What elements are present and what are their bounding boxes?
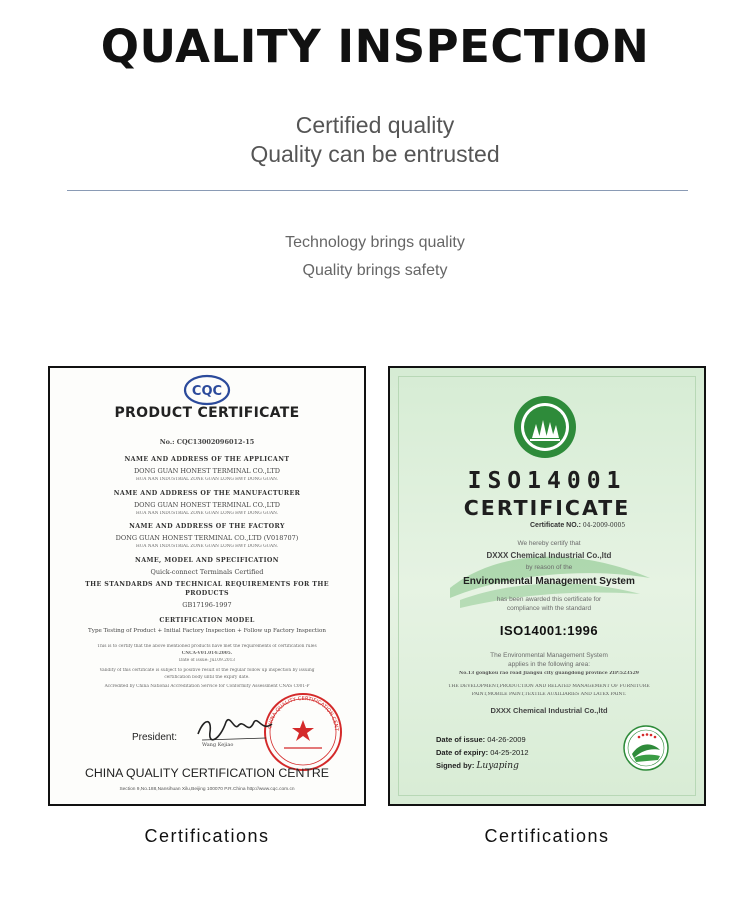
fine-print-2: CNCA-V01.014:2005. [181,651,233,656]
standards-value: GB17196-1997 [182,601,232,609]
certify-line: We hereby certify that [517,540,581,547]
scope-line-1: THE DEVELOPMENT,PRODUCTION AND RELATED MANAGEMENT OF FURNITURE [448,684,650,689]
manufacturer-name: DONG GUAN HONEST TERMINAL CO.,LTD [133,501,281,509]
certification-mark-icon [622,724,670,772]
environmental-emblem-icon [512,394,578,460]
organization-name-2: DXXX Chemical Industrial Co.,ltd [490,706,608,715]
signed-by [436,761,519,771]
section-divider [67,190,688,191]
fine-print-3: Date of issue: Jul.09.2013 [178,658,236,663]
fine-print-1: This is to certify that the above mentioned products have met the requirements of certification rules [97,644,317,649]
centre-address: Section 9,No.188,Nansihuan Xilu,Beijing 100070 P.R.China http://www.cqc.com.cn [119,787,295,792]
issuing-centre: CHINA QUALITY CERTIFICATION CENTRE [85,766,329,780]
president-label: President: [132,732,178,743]
cert-no-value: 04-2009-0005 [582,522,626,529]
caption-right: Certifications [484,826,610,846]
fine-print-5: certification body until the expiry date. [164,675,250,680]
president-name: Wang Kejiao [202,742,234,748]
address-line: No.13 gongkou rao road Jiangsu city guangdong province ZIP:523529 [459,671,639,676]
certificate-title: PRODUCT CERTIFICATE [114,405,300,421]
issue-label: Date of issue: [436,735,486,744]
manufacturer-address: HUA NAN INDUSTRIAL ZONE GUAN LONG HWY DONG GUAN. [136,511,278,516]
expiry-value: 04-25-2012 [490,748,529,757]
signed-label: Signed by: [436,761,475,770]
iso-title: ISO14001 [467,468,627,494]
subtitle-line-1: Certified quality [295,112,455,138]
signed-value: Luyaping [476,761,519,771]
factory-heading: NAME AND ADDRESS OF THE FACTORY [129,523,285,530]
factory-name: DONG GUAN HONEST TERMINAL CO.,LTD (V018707) [115,534,299,542]
fine-print-4: Validity of this certificate is subject to positive result of the regular follow up inspection by issuing [99,668,315,673]
iso-certificate-image [388,366,706,806]
svg-text:CQC: CQC [191,384,223,399]
applies-line-2: applies in the following area: [507,661,591,668]
by-reason-line: by reason of the [525,564,573,571]
standards-heading-1: THE STANDARDS AND TECHNICAL REQUIREMENTS FOR THE [85,581,329,588]
applies-line-1: The Environmental Management System [490,652,608,659]
manufacturer-heading: NAME AND ADDRESS OF THE MANUFACTURER [113,490,301,497]
awarded-line-1: has been awarded this certificate for [496,596,602,603]
factory-address: HUA NAN INDUSTRIAL ZONE GUAN LONG HWY DONG GUAN. [136,544,278,549]
organization-name: DXXX Chemical Industrial Co.,ltd [486,551,612,560]
caption-left: Certifications [144,826,270,846]
certificate-number: No.: CQC13002096012-15 [159,438,255,446]
applicant-address: HUA NAN INDUSTRIAL ZONE GUAN LONG HWY DONG GUAN. [136,477,278,482]
cert-model-heading: CERTIFICATION MODEL [159,617,255,624]
scope-line-2: PAINT,MOBILE PAINT,TEXTILE AUXILIARIES AND LATEX PAINT. [471,692,627,697]
subtitle-line-2: Quality can be entrusted [250,141,500,167]
cert-model-value: Type Testing of Product + Initial Factory Inspection + Follow up Factory Inspection [88,628,326,634]
standards-heading-2: PRODUCTS [185,590,229,597]
product-certificate-image [48,366,366,806]
model-heading: NAME, MODEL AND SPECIFICATION [135,557,279,564]
svg-text:CHINA QUALITY CERTIFICATION CE: CHINA QUALITY CERTIFICATION CENT [267,695,340,732]
ems-line: Environmental Management System [463,576,635,587]
applicant-heading: NAME AND ADDRESS OF THE APPLICANT [124,456,290,463]
tagline-line-1: Technology brings quality [285,234,465,251]
fine-print-6: Accredited by China National Accreditation Service for Conformity Assessment CNAS C001-P [104,684,310,689]
page-title: QUALITY INSPECTION [100,20,650,73]
awarded-line-2: compliance with the standard [506,605,592,612]
applicant-name: DONG GUAN HONEST TERMINAL CO.,LTD [133,467,281,475]
issue-value: 04-26-2009 [487,735,526,744]
certificate-number [530,522,625,529]
model-value: Quick-connect Terminals Certified [150,568,264,576]
certificate-heading: CERTIFICATE [463,496,631,520]
standard-line: ISO14001:1996 [499,623,599,638]
issue-date [436,735,526,744]
tagline-line-2: Quality brings safety [302,262,448,279]
cert-no-label: Certificate NO.: [530,522,581,529]
expiry-date [436,748,529,757]
cqc-logo [183,374,231,406]
expiry-label: Date of expiry: [436,748,489,757]
